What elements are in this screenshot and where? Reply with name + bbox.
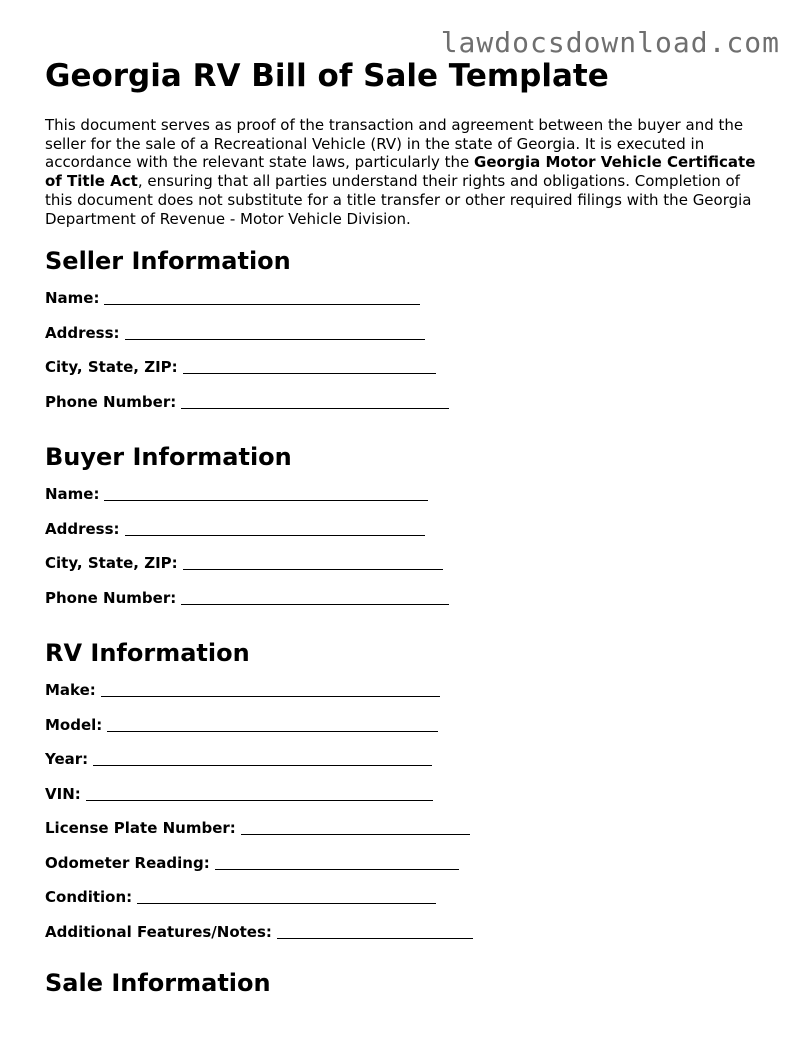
rv-model-line[interactable] <box>107 715 438 732</box>
watermark: lawdocsdownload.com <box>440 26 780 59</box>
buyer-name-line[interactable] <box>104 484 428 501</box>
buyer-address-field <box>45 519 765 554</box>
seller-city-line[interactable] <box>183 357 436 374</box>
field-label: Odometer Reading: <box>45 853 210 872</box>
buyer-fields <box>45 484 765 622</box>
seller-name-line[interactable] <box>104 288 420 305</box>
field-label: City, State, ZIP: <box>45 554 178 573</box>
rv-vin-line[interactable] <box>86 784 433 801</box>
field-label: Name: <box>45 289 100 308</box>
field-label: Make: <box>45 681 96 700</box>
seller-address-line[interactable] <box>125 323 425 340</box>
rv-model-field <box>45 715 765 750</box>
buyer-phone-line[interactable] <box>181 588 449 605</box>
document-title: Georgia RV Bill of Sale Template <box>45 58 609 94</box>
seller-phone-field <box>45 392 765 427</box>
intro-text-1: This document serves as proof of the transaction and agreement between the buyer and the seller for the sale of a Recreational Vehicle (RV) in the state of Georgia. It is executed in accordance with the relevant state laws, particularly the <box>45 116 744 172</box>
field-label: Address: <box>45 519 120 538</box>
field-label: License Plate Number: <box>45 819 236 838</box>
seller-heading: Seller Information <box>45 247 291 276</box>
rv-year-line[interactable] <box>93 749 432 766</box>
field-label: Phone Number: <box>45 588 177 607</box>
buyer-city-field <box>45 553 765 588</box>
seller-name-field <box>45 288 765 323</box>
rv-notes-line[interactable] <box>277 922 473 939</box>
intro-paragraph <box>45 116 760 228</box>
buyer-phone-field <box>45 588 765 623</box>
intro-bold-act: Georgia Motor Vehicle Certificate of Title Act <box>45 153 756 191</box>
rv-condition-field <box>45 887 765 922</box>
buyer-city-line[interactable] <box>183 553 443 570</box>
field-label: Name: <box>45 485 100 504</box>
field-label: VIN: <box>45 784 81 803</box>
rv-plate-line[interactable] <box>241 818 470 835</box>
rv-year-field <box>45 749 765 784</box>
rv-make-line[interactable] <box>101 680 440 697</box>
document-page <box>45 56 765 998</box>
rv-heading: RV Information <box>45 639 250 668</box>
seller-fields <box>45 288 765 426</box>
buyer-heading: Buyer Information <box>45 443 292 472</box>
seller-address-field <box>45 323 765 358</box>
rv-vin-field <box>45 784 765 819</box>
field-label: City, State, ZIP: <box>45 358 178 377</box>
rv-fields <box>45 680 765 956</box>
buyer-name-field <box>45 484 765 519</box>
field-label: Address: <box>45 323 120 342</box>
rv-plate-field <box>45 818 765 853</box>
seller-city-field <box>45 357 765 392</box>
rv-notes-field <box>45 922 765 957</box>
rv-make-field <box>45 680 765 715</box>
rv-condition-line[interactable] <box>137 887 436 904</box>
field-label: Year: <box>45 750 89 769</box>
field-label: Phone Number: <box>45 392 177 411</box>
seller-phone-line[interactable] <box>181 392 449 409</box>
field-label: Additional Features/Notes: <box>45 922 272 941</box>
field-label: Model: <box>45 715 103 734</box>
buyer-address-line[interactable] <box>125 519 425 536</box>
rv-odometer-line[interactable] <box>215 853 459 870</box>
rv-odometer-field <box>45 853 765 888</box>
intro-text-2: , ensuring that all parties understand their rights and obligations. Completion of this document does not substitute for a title transfer or other required filings with the Georgia Department of Revenue - Motor Vehicle Division. <box>45 172 752 228</box>
sale-heading: Sale Information <box>45 969 271 998</box>
field-label: Condition: <box>45 888 133 907</box>
